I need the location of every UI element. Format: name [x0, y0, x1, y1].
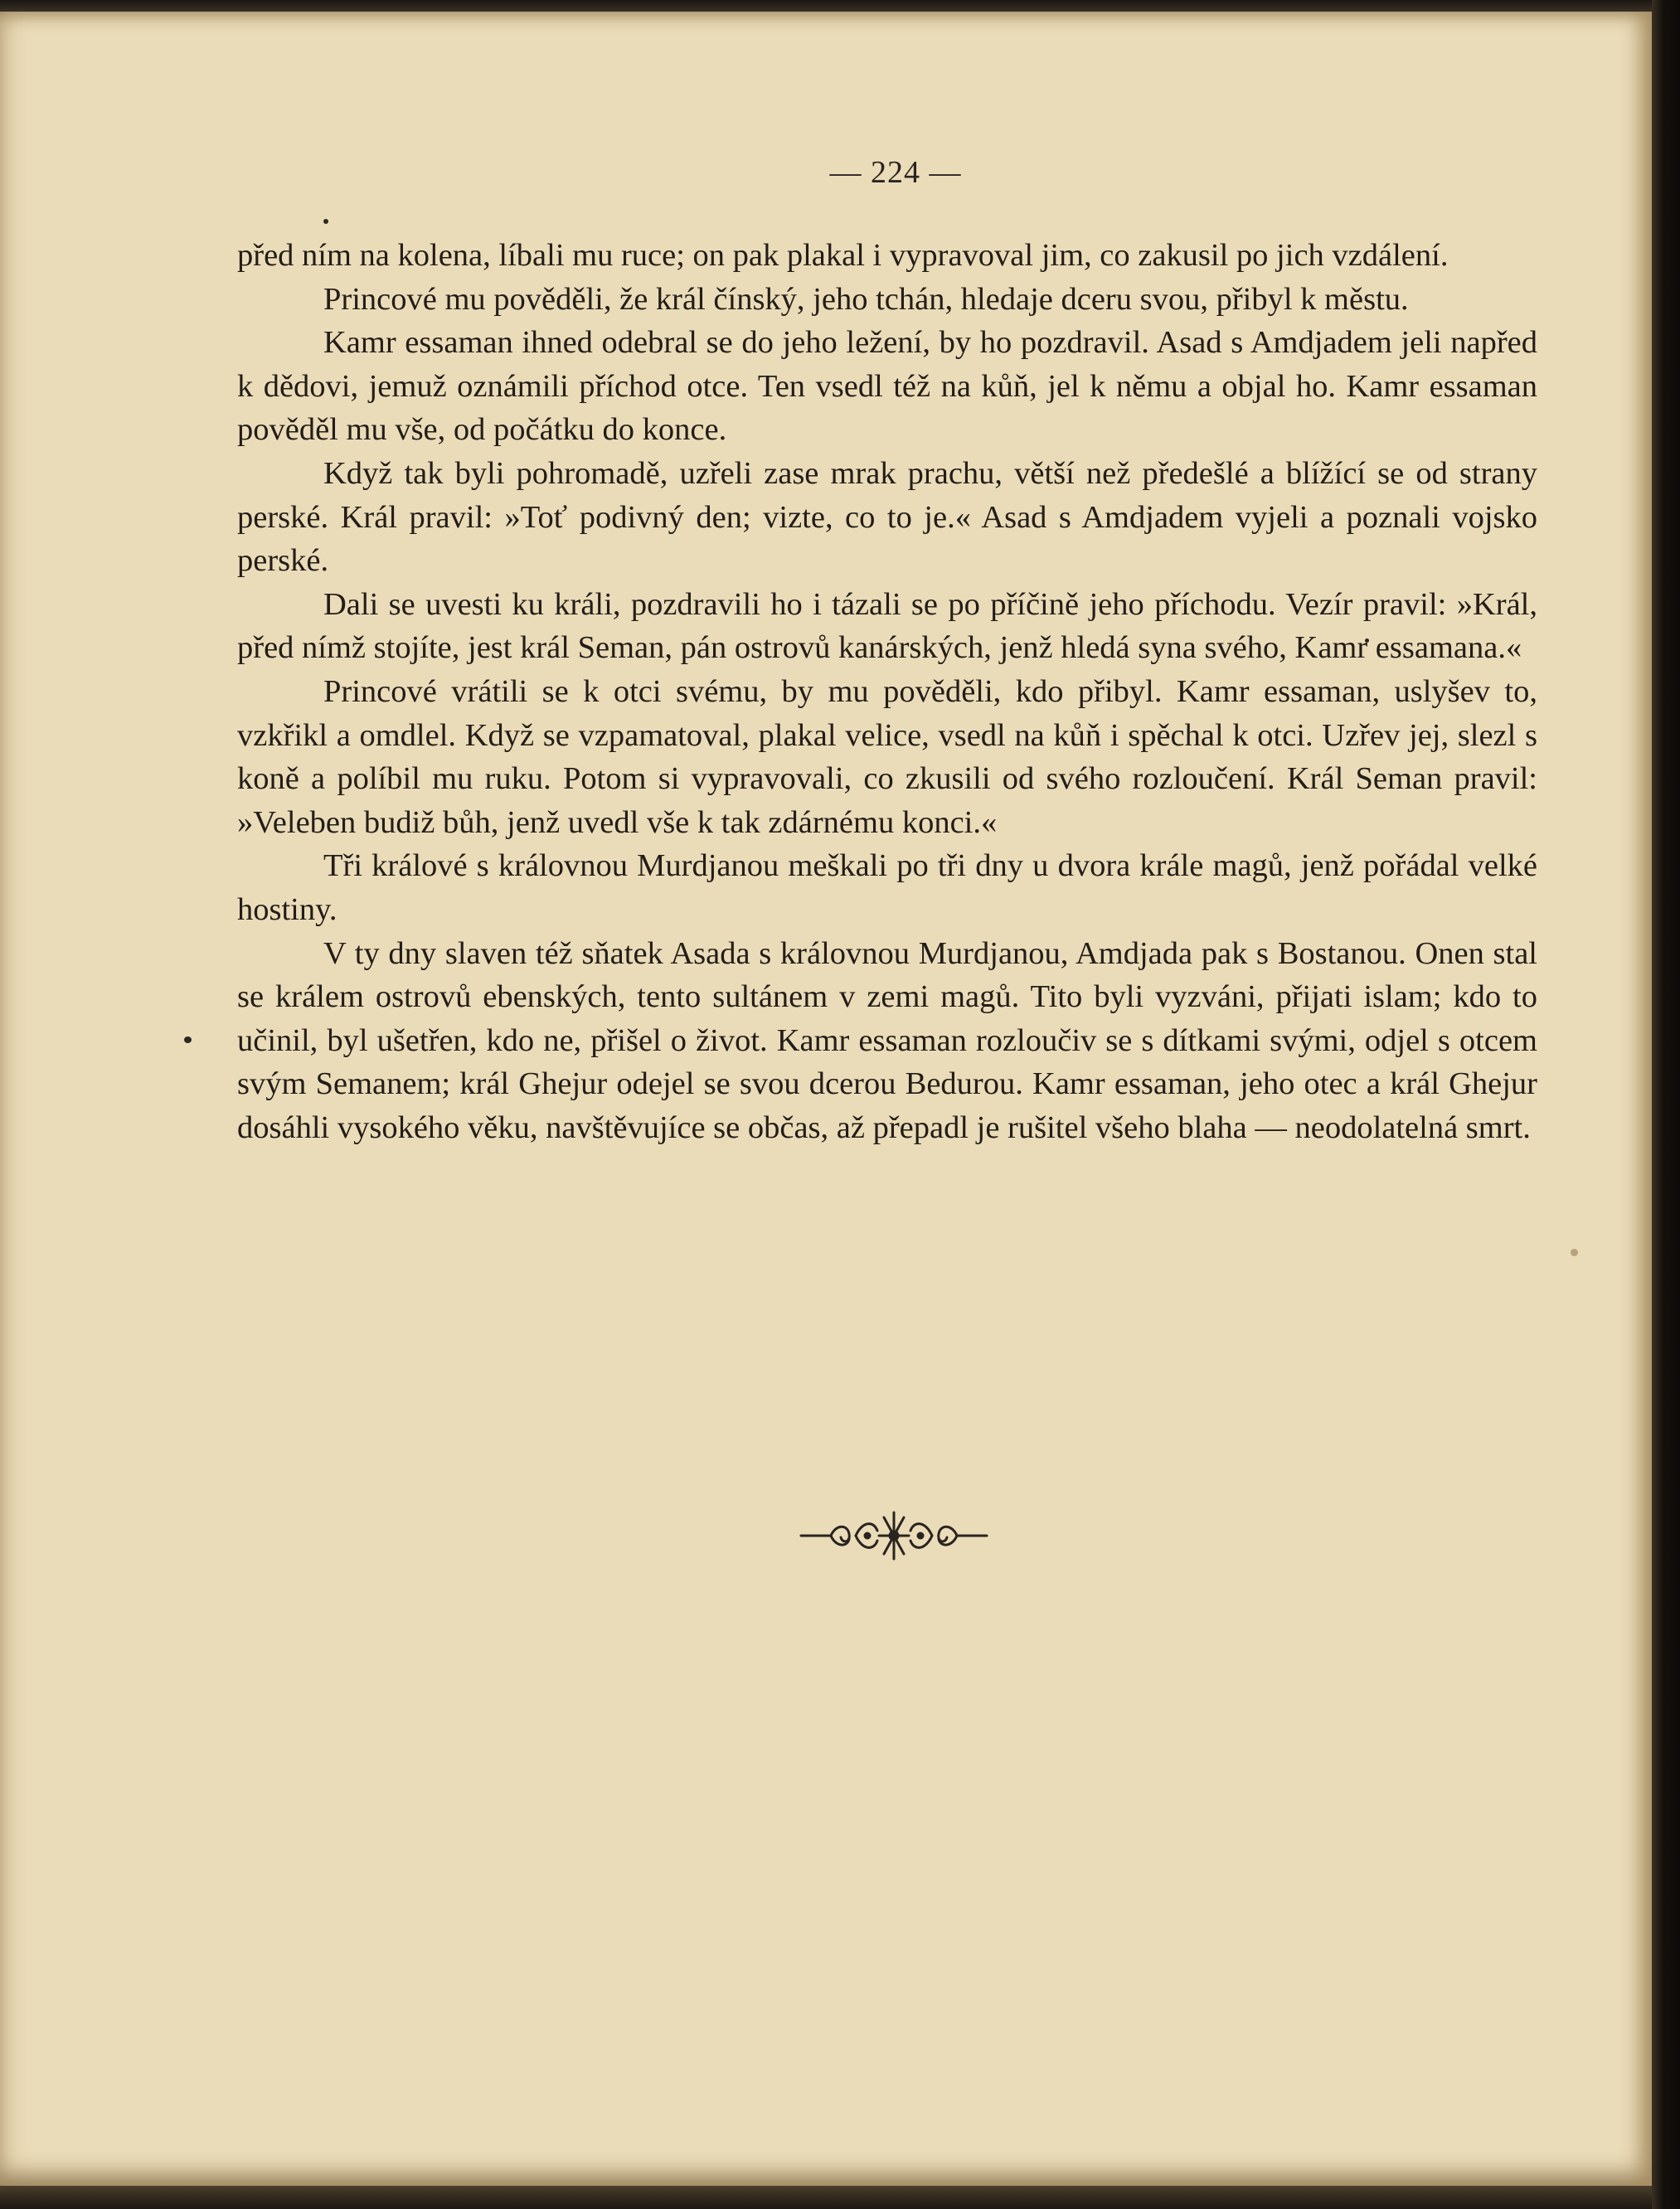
book-spine [1652, 0, 1680, 2209]
body-text [237, 234, 1537, 1149]
page-bottom-edge [0, 2186, 1652, 2209]
fleuron-ornament-icon [798, 1506, 990, 1566]
page-number: — 224 — [829, 155, 962, 190]
paragraph: před ním na kolena, líbali mu ruce; on pak plakal i vypravoval jim, co zakusil po jich vzdálení. [237, 238, 1449, 273]
paragraph: V ty dny slaven též sňatek Asada s královnou Murdjanou, Amdjada pak s Bostanou. Onen stal se králem ostrovů ebenských, tento sultánem v zemi magů. Tito byli vyzváni, přijati islam; kdo to učinil, byl ušetřen, kdo ne, přišel o život. Kamr essaman rozloučiv se s dítkami svými, odjel s otcem svým Semanem; král Ghejur odejel se svou dcerou Bedurou. Kamr essaman, jeho otec a král Ghejur dosáhli vysokého věku, navštěvujíce se občas, až přepadl je rušitel všeho blaha — neodolatelná smrt. [237, 935, 1537, 1145]
paragraph: Dali se uvesti ku králi, pozdravili ho i tázali se po příčině jeho příchodu. Vezír pravil: »Král, před nímž stojíte, jest král Seman, pán ostrovů kanárských, jenž hledá syna svého, Kamr essamana.« [237, 586, 1537, 666]
paragraph: Kamr essaman ihned odebral se do jeho ležení, by ho pozdravil. Asad s Amdjadem jeli napřed k dědovi, jemuž oznámili příchod otce. Ten vsedl též na kůň, jel k němu a objal ho. Kamr essaman pověděl mu vše, od počátku do konce. [237, 325, 1537, 448]
page-top-edge [0, 0, 1652, 12]
paragraph: Když tak byli pohromadě, uzřeli zase mrak prachu, větší než předešlé a blížící se od strany perské. Král pravil: »Toť podivný den; vizte, co to je.« Asad s Amdjadem vyjeli a poznali vojsko perské. [237, 455, 1537, 579]
paragraph: Tři králové s královnou Murdjanou meškali po tři dny u dvora krále magů, jenž pořádal velké hostiny. [237, 848, 1537, 927]
ink-speck [323, 219, 328, 224]
ink-speck [184, 1037, 192, 1043]
paragraph: Princové mu pověděli, že král čínský, jeho tchán, hledaje dceru svou, přibyl k městu. [323, 281, 1409, 317]
paragraph: Princové vrátili se k otci svému, by mu pověděli, kdo přibyl. Kamr essaman, uslyšev to, vzkřikl a omdlel. Když se vzpamatoval, plakal velice, vsedl na kůň i spěchal k otci. Uzřev jej, slezl s koně a políbil mu ruku. Potom si vypravovali, co zkusili od svého rozloučení. Král Seman pravil: »Veleben budiž bůh, jenž uvedl vše k tak zdárnému konci.« [237, 673, 1537, 840]
ink-speck [1571, 1249, 1578, 1256]
